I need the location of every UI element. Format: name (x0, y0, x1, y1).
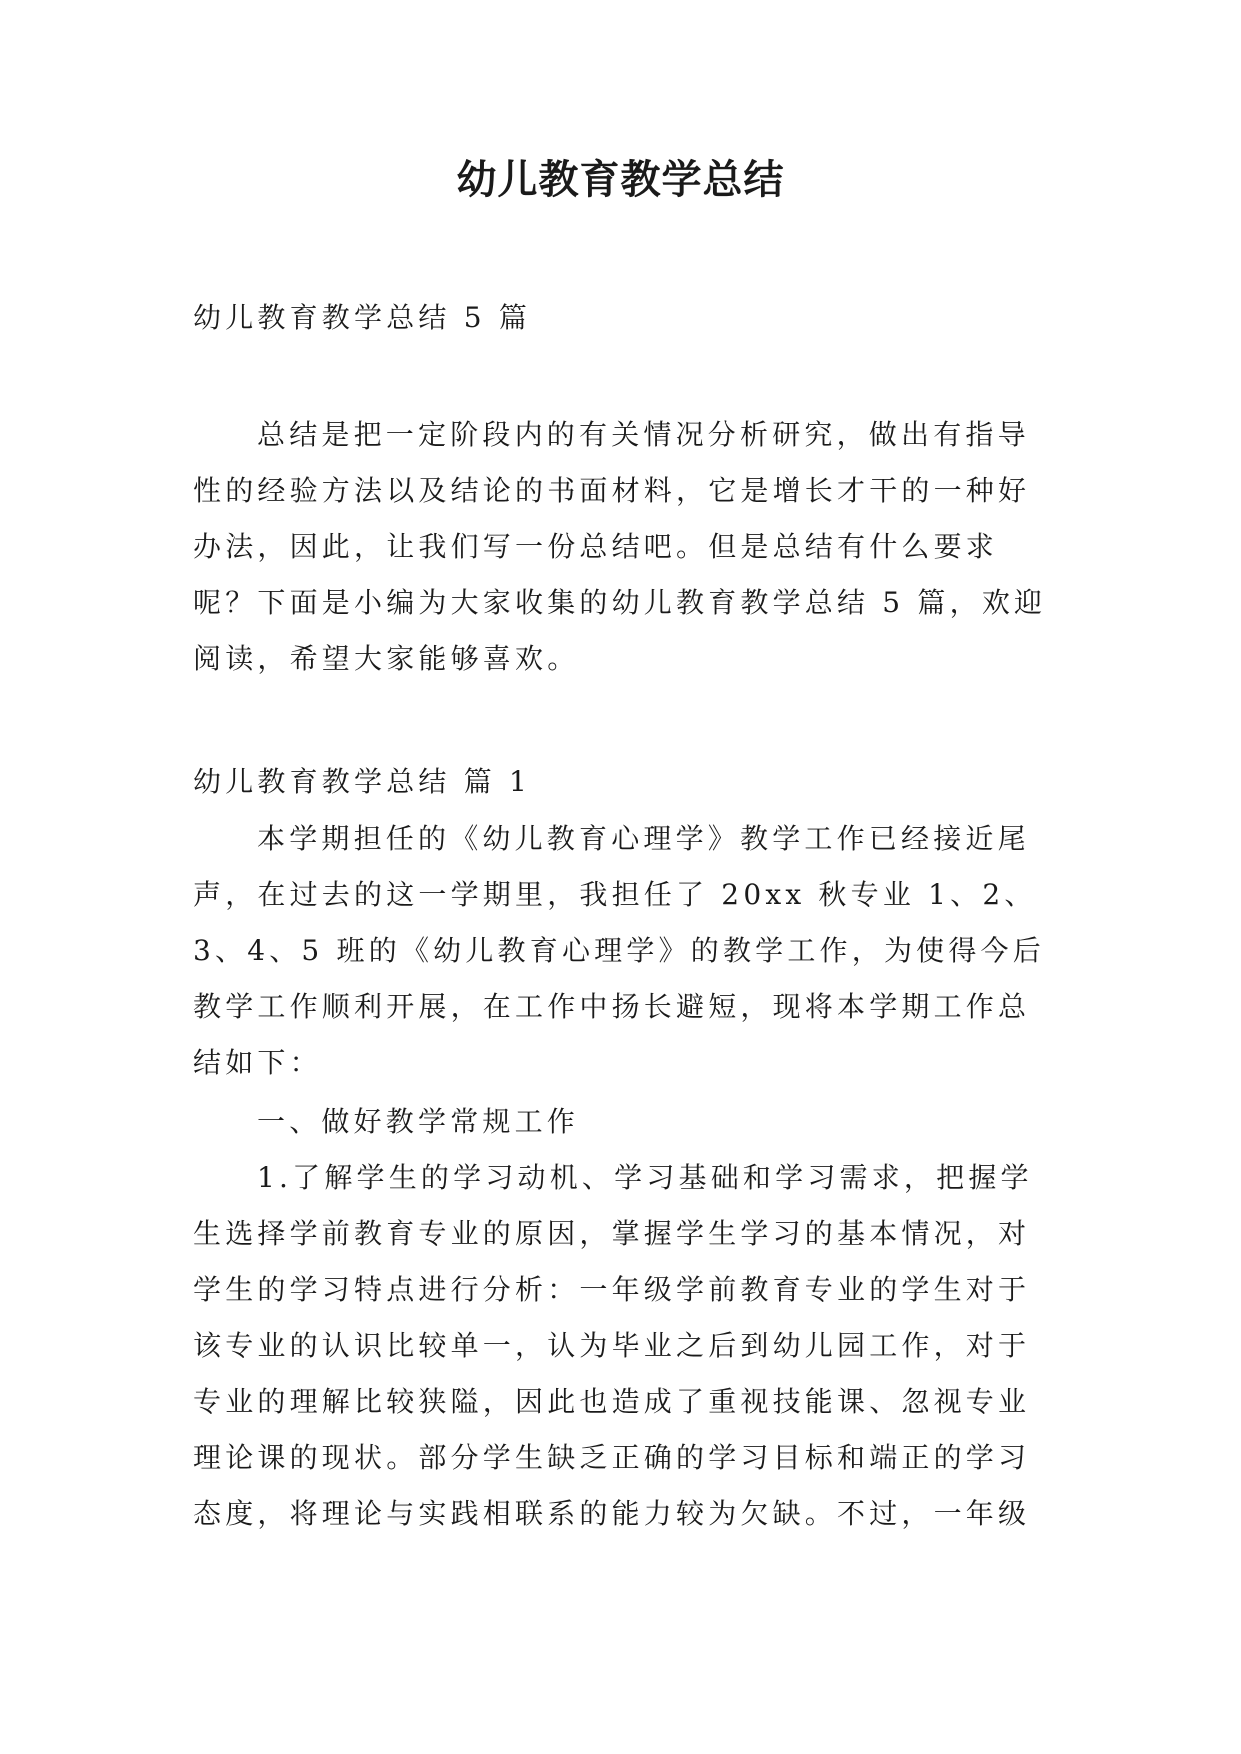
intro-paragraph: 总结是把一定阶段内的有关情况分析研究，做出有指导性的经验方法以及结论的书面材料，它是增长才干的一种好办法，因此，让我们写一份总结吧。但是总结有什么要求呢？下面是小编为大家收集的幼儿教育教学总结 5 篇，欢迎阅读，希望大家能够喜欢。 (193, 418, 1047, 675)
body-paragraph: 本学期担任的《幼儿教育心理学》教学工作已经接近尾声，在过去的这一学期里，我担任了 20xx 秋专业 1、2、3、4、5 班的《幼儿教育心理学》的教学工作，为使得今后教学工作顺利开展，在工作中扬长避短，现将本学期工作总结如下： (193, 822, 1045, 1079)
item-heading: 一、做好教学常规工作 (257, 1105, 580, 1138)
body-paragraph: 1.了解学生的学习动机、学习基础和学习需求，把握学生选择学前教育专业的原因，掌握学生学习的基本情况，对学生的学习特点进行分析：一年级学前教育专业的学生对于该专业的认识比较单一，认为毕业之后到幼儿园工作，对于专业的理解比较狭隘，因此也造成了重视技能课、忽视专业理论课的现状。部分学生缺乏正确的学习目标和端正的学习态度，将理论与实践相联系的能力较为欠缺。不过，一年级 (193, 1161, 1033, 1530)
section-heading: 幼儿教育教学总结 篇 1 (193, 765, 532, 798)
document-subtitle: 幼儿教育教学总结 5 篇 (193, 301, 532, 334)
document-title: 幼儿教育教学总结 (456, 157, 785, 203)
